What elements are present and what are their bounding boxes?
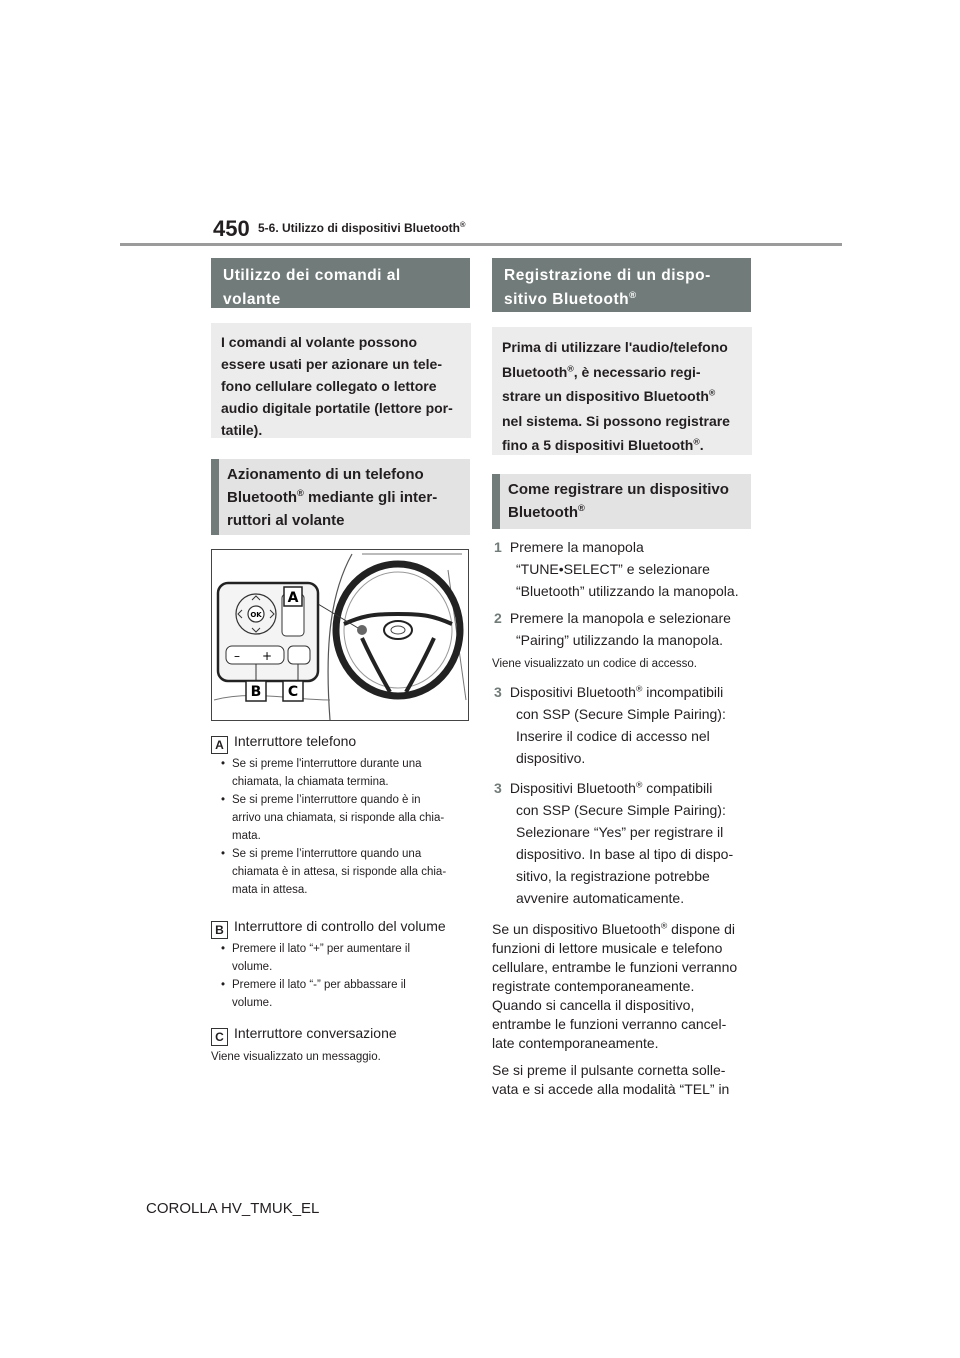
callout-c-title: C Interruttore conversazione xyxy=(211,1024,397,1046)
callout-a-bullets xyxy=(214,755,474,899)
left-section-heading: Utilizzo dei comandi al volante xyxy=(211,258,470,308)
steering-wheel-figure xyxy=(211,549,469,721)
step-3-incompatible: 3 Dispositivi Bluetooth® incompatibili con SSP (Secure Simple Pairing): Inserire il codice di accesso nel dispositivo. xyxy=(494,683,726,766)
list-item: • Se si preme l’interruttore quando è in arrivo una chiamata, si risponde alla chia- mata. xyxy=(214,791,474,845)
section-title: 5-6. Utilizzo di dispositivi Bluetooth® xyxy=(258,220,466,235)
step-2-note: Viene visualizzato un codice di accesso. xyxy=(492,658,697,670)
page-number: 450 xyxy=(213,216,250,241)
callout-b-title: B Interruttore di controllo del volume xyxy=(211,917,446,939)
ok-label: OK xyxy=(250,611,262,619)
left-intro-box: I comandi al volante possono essere usati per azionare un tele- fono cellulare collegato o lettore audio digitale portatile (lettore por- tatile). xyxy=(211,323,471,438)
plus-symbol: + xyxy=(262,649,273,663)
svg-text:A: A xyxy=(287,590,299,606)
switch-panel xyxy=(218,583,318,681)
label-b xyxy=(246,681,266,701)
list-item: • Se si preme l’interruttore quando una chiamata è in attesa, si risponde alla chia- mata in attesa. xyxy=(214,845,474,899)
callout-a-title: A Interruttore telefono xyxy=(211,732,356,754)
step-3-compatible: 3 Dispositivi Bluetooth® compatibili con SSP (Secure Simple Pairing): Selezionare “Yes” per registrare il dispositivo. In base al tipo di dispo- sitivo, la registrazione potrebbe avvenire automaticamente. xyxy=(494,779,734,906)
step-2: 2 Premere la manopola e selezionare “Pairing” utilizzando la manopola. xyxy=(494,610,731,648)
callout-b-bullets xyxy=(214,940,474,1012)
paragraph-functions: Se un dispositivo Bluetooth® dispone di funzioni di lettore musicale e telefono cellulare, entrambe le funzioni verranno registrate contemporaneamente. Quando si cancella il dispositivo, entrambe le funzioni verranno cancel- late contemporaneamente. xyxy=(492,920,738,1051)
steering-wheel-illustration xyxy=(212,550,468,720)
right-section-heading: Registrazione di un dispo- sitivo Bluetooth® xyxy=(492,258,751,312)
minus-symbol: – xyxy=(234,649,240,663)
list-item: • Se si preme l'interruttore durante una chiamata, la chiamata termina. xyxy=(214,755,474,791)
badge-c: C xyxy=(211,1028,228,1046)
callout-c-note: Viene visualizzato un messaggio. xyxy=(211,1051,381,1063)
list-item: • Premere il lato “+” per aumentare il volume. xyxy=(214,940,474,976)
list-item: • Premere il lato “-” per abbassare il volume. xyxy=(214,976,474,1012)
right-intro-box: Prima di utilizzare l'audio/telefono Bluetooth®, è necessario regi- strare un dispositivo Bluetooth® nel sistema. Si possono registrare fino a 5 dispositivi Bluetooth®. xyxy=(492,327,752,455)
steering-wheel xyxy=(336,564,460,696)
footer-model-code: COROLLA HV_TMUK_EL xyxy=(146,1200,320,1217)
right-sub-heading: Come registrare un dispositivo Bluetooth® xyxy=(492,474,751,529)
left-sub-heading: Azionamento di un telefono Bluetooth® mediante gli inter- ruttori al volante xyxy=(211,459,470,535)
header-rule xyxy=(120,243,842,246)
svg-text:B: B xyxy=(250,684,262,700)
step-1: 1 Premere la manopola “TUNE•SELECT” e selezionare “Bluetooth” utilizzando la manopola. xyxy=(494,539,739,599)
label-c xyxy=(283,681,303,701)
svg-text:C: C xyxy=(287,684,299,700)
label-a xyxy=(284,587,302,606)
badge-b: B xyxy=(211,921,228,939)
badge-a: A xyxy=(211,736,228,754)
paragraph-tel-mode: Se si preme il pulsante cornetta solle- vata e si accede alla modalità “TEL” in xyxy=(492,1062,730,1097)
